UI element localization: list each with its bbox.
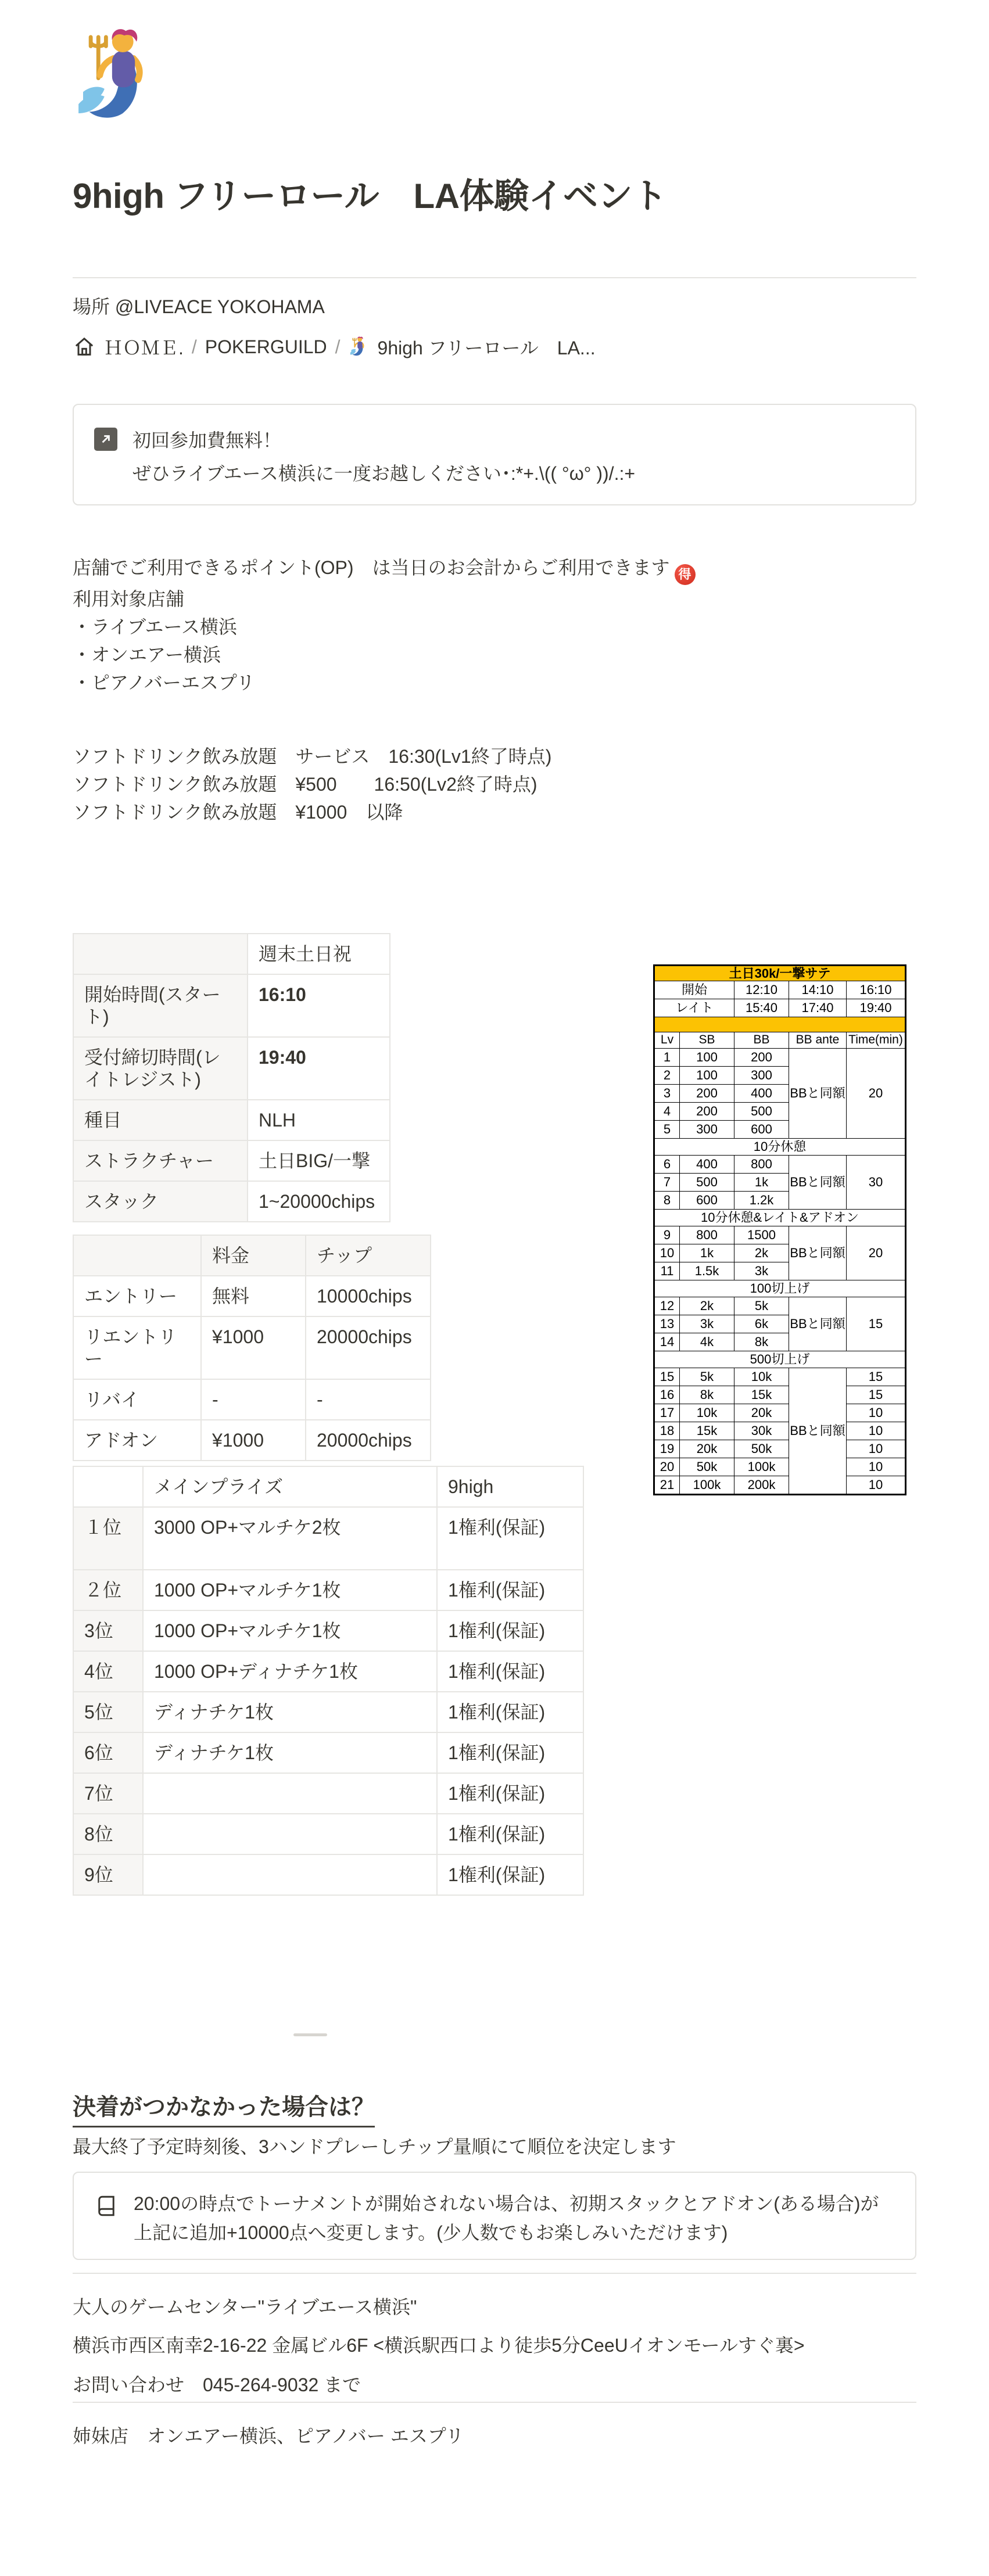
callout-free-entry-text: [132, 424, 635, 490]
yellow-band: [654, 1017, 906, 1032]
ante-cell: BBと同額: [789, 1049, 847, 1139]
time-cell: 10: [847, 1422, 906, 1440]
table-cell: メインプライズ: [143, 1466, 437, 1507]
level-cell: 13: [654, 1315, 680, 1333]
book-icon: [94, 2194, 119, 2218]
level-cell: 6: [654, 1156, 680, 1174]
table-cell: 1000 OP+マルチケ1枚: [143, 1610, 437, 1651]
structure-row: [654, 1422, 906, 1440]
table-cell: 6位: [73, 1732, 143, 1773]
level-cell: 2: [654, 1067, 680, 1085]
structure-row: [654, 1280, 906, 1297]
schedule-time: 12:10: [734, 981, 789, 999]
level-cell: 300: [734, 1067, 789, 1085]
table-cell: 受付締切時間(レイトレジスト): [73, 1037, 248, 1100]
table-cell: 9位: [73, 1854, 143, 1895]
level-cell: 5k: [680, 1368, 734, 1386]
level-cell: 1k: [680, 1244, 734, 1262]
level-cell: 200: [734, 1049, 789, 1067]
level-cell: 50k: [680, 1458, 734, 1476]
footer-address: 横浜市西区南幸2-16-22 金属ビル6F <横浜駅西口より徒歩5分CeeUイオンモールすぐ裏>: [73, 2335, 805, 2356]
table-cell: 20000chips: [306, 1316, 431, 1379]
level-cell: 7: [654, 1174, 680, 1192]
table-cell: 種目: [73, 1100, 248, 1140]
table-row: [73, 1507, 583, 1570]
break-row: 10分休憩&レイト&アドオン: [654, 1210, 906, 1226]
structure-row: [654, 1210, 906, 1226]
table-row: [73, 934, 390, 974]
level-cell: 100: [680, 1049, 734, 1067]
time-cell: 15: [847, 1386, 906, 1404]
table-cell: 20000chips: [306, 1420, 431, 1461]
level-cell: 500: [734, 1103, 789, 1121]
drink-info: [73, 742, 551, 826]
table-cell: 16:10: [248, 974, 390, 1037]
schedule-time: 15:40: [734, 999, 789, 1017]
table-row: [73, 1854, 583, 1895]
table-cell: リバイ: [73, 1379, 201, 1420]
structure-row: [654, 966, 906, 981]
level-cell: 100: [680, 1067, 734, 1085]
level-cell: 1.2k: [734, 1192, 789, 1210]
table-cell: チップ: [306, 1235, 431, 1276]
time-cell: 10: [847, 1476, 906, 1495]
break-row: 10分休憩: [654, 1139, 906, 1156]
structure-row: [654, 1156, 906, 1174]
level-cell: 15: [654, 1368, 680, 1386]
level-cell: 600: [734, 1121, 789, 1139]
table-row: [73, 1276, 431, 1316]
schedule-label: レイト: [654, 999, 734, 1017]
structure-column-header: Time(min): [847, 1032, 906, 1049]
level-cell: 500: [680, 1174, 734, 1192]
drink-line: ソフトドリンク飲み放題 ¥500 16:50(Lv2終了時点): [73, 774, 538, 795]
page-icon-mermaid-emoji: [71, 28, 169, 130]
structure-row: [654, 1351, 906, 1368]
breadcrumb-pokerguild[interactable]: POKERGUILD: [205, 336, 327, 357]
structure-column-header: BB: [734, 1032, 789, 1049]
table-cell: 8位: [73, 1814, 143, 1854]
structure-row: [654, 1476, 906, 1495]
level-cell: 3: [654, 1085, 680, 1103]
table-cell: １位: [73, 1507, 143, 1570]
table-row: [73, 1316, 431, 1379]
table-cell: 1~20000chips: [248, 1181, 390, 1222]
structure-row: [654, 981, 906, 999]
structure-row: [654, 1440, 906, 1458]
accept-ideograph-badge-icon: 得: [675, 564, 696, 585]
home-icon: [73, 335, 96, 358]
ante-cell: BBと同額: [789, 1156, 847, 1210]
table-row: [73, 1379, 431, 1420]
structure-title: 土日30k/一撃サテ: [654, 966, 906, 981]
break-row: 500切上げ: [654, 1351, 906, 1368]
structure-row: [654, 1386, 906, 1404]
level-cell: 1500: [734, 1226, 789, 1244]
table-cell: 1権利(保証): [437, 1507, 583, 1570]
level-cell: 15k: [734, 1386, 789, 1404]
table-cell: 10000chips: [306, 1276, 431, 1316]
table-cell: -: [306, 1379, 431, 1420]
table-cell: 1権利(保証): [437, 1651, 583, 1692]
divider: [73, 2402, 916, 2403]
break-row: 100切上げ: [654, 1280, 906, 1297]
level-cell: 18: [654, 1422, 680, 1440]
divider: [73, 277, 916, 278]
time-cell: 10: [847, 1404, 906, 1422]
table-cell: 9high: [437, 1466, 583, 1507]
mermaid-icon: [71, 28, 169, 125]
callout-line-1: 初回参加費無料！: [132, 430, 282, 451]
table-row: [73, 1100, 390, 1140]
table-cell: [73, 1466, 143, 1507]
table-cell: 週末土日祝: [248, 934, 390, 974]
table-cell: ディナチケ1枚: [143, 1692, 437, 1732]
level-cell: 300: [680, 1121, 734, 1139]
level-cell: 4k: [680, 1333, 734, 1351]
table-cell: 1権利(保証): [437, 1692, 583, 1732]
level-cell: 800: [734, 1156, 789, 1174]
level-cell: 200: [680, 1103, 734, 1121]
structure-row: [654, 1404, 906, 1422]
breadcrumb-home[interactable]: ＨＯＭＥ.: [104, 338, 184, 358]
level-cell: 20: [654, 1458, 680, 1476]
level-cell: 16: [654, 1386, 680, 1404]
table-cell: スタック: [73, 1181, 248, 1222]
structure-row: [654, 1297, 906, 1315]
level-cell: 200k: [734, 1476, 789, 1495]
table-cell: 1権利(保証): [437, 1854, 583, 1895]
level-cell: 17: [654, 1404, 680, 1422]
drink-line: ソフトドリンク飲み放題 サービス 16:30(Lv1終了時点): [73, 746, 552, 767]
schedule-time: 16:10: [847, 981, 906, 999]
time-cell: 10: [847, 1440, 906, 1458]
table-cell: [143, 1854, 437, 1895]
structure-column-header: BB ante: [789, 1032, 847, 1049]
time-cell: 20: [847, 1226, 906, 1280]
structure-row: [654, 999, 906, 1017]
table-cell: 無料: [201, 1276, 306, 1316]
level-cell: 15k: [680, 1422, 734, 1440]
table-row: [73, 1235, 431, 1276]
table-cell: ２位: [73, 1570, 143, 1610]
table-row: [73, 1732, 583, 1773]
table-cell: -: [201, 1379, 306, 1420]
table-cell: 1権利(保証): [437, 1773, 583, 1814]
table-cell: 3位: [73, 1610, 143, 1651]
level-cell: 8k: [734, 1333, 789, 1351]
table-cell: リエントリー: [73, 1316, 201, 1379]
prize-table: [73, 1466, 584, 1896]
table-row: [73, 1140, 390, 1181]
table-cell: 1権利(保証): [437, 1610, 583, 1651]
table-row: [73, 1037, 390, 1100]
footer-contact: お問い合わせ 045-264-9032 まで: [73, 2374, 361, 2395]
schedule-time: 17:40: [789, 999, 847, 1017]
level-cell: 1.5k: [680, 1262, 734, 1280]
structure-image[interactable]: [653, 964, 907, 1495]
structure-row: [654, 1139, 906, 1156]
level-cell: 600: [680, 1192, 734, 1210]
time-cell: 30: [847, 1156, 906, 1210]
table-row: [73, 1181, 390, 1222]
table-cell: 1000 OP+マルチケ1枚: [143, 1570, 437, 1610]
level-cell: 21: [654, 1476, 680, 1495]
level-cell: 200: [680, 1085, 734, 1103]
breadcrumb-separator: /: [191, 336, 197, 357]
level-cell: 4: [654, 1103, 680, 1121]
level-cell: 2k: [680, 1297, 734, 1315]
structure-row: [654, 1017, 906, 1032]
level-cell: 100k: [734, 1458, 789, 1476]
table-row: [73, 1466, 583, 1507]
structure-column-header: Lv: [654, 1032, 680, 1049]
divider: [73, 2273, 916, 2274]
callout-free-entry: [73, 404, 916, 505]
tiebreak-body: 最大終了予定時刻後、3ハンドプレーしチップ量順にて順位を決定します: [73, 2136, 676, 2157]
level-cell: 30k: [734, 1422, 789, 1440]
level-cell: 10: [654, 1244, 680, 1262]
breadcrumb: [73, 333, 596, 360]
structure-row: [654, 1368, 906, 1386]
table-cell: アドオン: [73, 1420, 201, 1461]
table-cell: 開始時間(スタート): [73, 974, 248, 1037]
time-cell: 15: [847, 1368, 906, 1386]
breadcrumb-separator: /: [335, 336, 341, 357]
location-line: 場所 @LIVEACE YOKOHAMA: [73, 296, 325, 317]
table-cell: ¥1000: [201, 1316, 306, 1379]
level-cell: 3k: [680, 1315, 734, 1333]
breadcrumb-current[interactable]: 9high フリーロール LA...: [377, 338, 596, 358]
structure-row: [654, 1049, 906, 1067]
table-cell: 1権利(保証): [437, 1732, 583, 1773]
table-cell: 1000 OP+ディナチケ1枚: [143, 1651, 437, 1692]
table-row: [73, 1420, 431, 1461]
structure-row: [654, 1458, 906, 1476]
points-info: [73, 554, 696, 697]
time-cell: 15: [847, 1297, 906, 1351]
points-bullet: ・ピアノバーエスプリ: [73, 672, 255, 693]
table-row: [73, 974, 390, 1037]
table-row: [73, 1814, 583, 1854]
callout-late-start: [73, 2172, 916, 2260]
level-cell: 11: [654, 1262, 680, 1280]
tiebreak-heading: 決着がつかなかった場合は？: [73, 2089, 375, 2127]
table-cell: [73, 1235, 201, 1276]
table-cell: 19:40: [248, 1037, 390, 1100]
level-cell: 5k: [734, 1297, 789, 1315]
level-cell: 12: [654, 1297, 680, 1315]
level-cell: 19: [654, 1440, 680, 1458]
level-cell: 9: [654, 1226, 680, 1244]
level-cell: 20k: [680, 1440, 734, 1458]
level-cell: 8k: [680, 1386, 734, 1404]
level-cell: 8: [654, 1192, 680, 1210]
ante-cell: BBと同額: [789, 1368, 847, 1495]
table-cell: 3000 OP+マルチケ2枚: [143, 1507, 437, 1570]
table-cell: ストラクチャー: [73, 1140, 248, 1181]
points-line-2: 利用対象店舗: [73, 589, 185, 609]
table-row: [73, 1773, 583, 1814]
callout-line-2: ぜひライブエース横浜に一度お越しください･:*+.\(( °ω° ))/.:+: [132, 463, 636, 484]
level-cell: 2k: [734, 1244, 789, 1262]
points-bullet: ・オンエアー横浜: [73, 644, 221, 665]
schedule-label: 開始: [654, 981, 734, 999]
level-cell: 1: [654, 1049, 680, 1067]
drink-line: ソフトドリンク飲み放題 ¥1000 以降: [73, 802, 403, 823]
points-bullet: ・ライブエース横浜: [73, 616, 237, 637]
table-cell: 5位: [73, 1692, 143, 1732]
schedule-table: [73, 933, 390, 1222]
level-cell: 20k: [734, 1404, 789, 1422]
fee-table: [73, 1235, 431, 1461]
level-cell: 1k: [734, 1174, 789, 1192]
table-cell: 4位: [73, 1651, 143, 1692]
structure-table: [653, 964, 906, 1495]
table-row: [73, 1570, 583, 1610]
callout-late-start-text: 20:00の時点でトーナメントが開始されない場合は、初期スタックとアドオン(ある場合)が上記に追加+10000点へ変更します。(少人数でもお楽しみいただけます): [134, 2193, 879, 2243]
ante-cell: BBと同額: [789, 1297, 847, 1351]
level-cell: 100k: [680, 1476, 734, 1495]
table-cell: 1権利(保証): [437, 1814, 583, 1854]
ante-cell: BBと同額: [789, 1226, 847, 1280]
table-row: [73, 1651, 583, 1692]
table-cell: 土日BIG/一撃: [248, 1140, 390, 1181]
schedule-time: 14:10: [789, 981, 847, 999]
level-cell: 50k: [734, 1440, 789, 1458]
tiebreak-heading-wrap: [73, 2089, 375, 2127]
level-cell: 5: [654, 1121, 680, 1139]
table-cell: ¥1000: [201, 1420, 306, 1461]
structure-row: [654, 1032, 906, 1049]
small-divider: [293, 2033, 327, 2036]
level-cell: 3k: [734, 1262, 789, 1280]
footer-sister-stores: 姉妹店 オンエアー横浜、ピアノバー エスプリ: [73, 2426, 464, 2446]
structure-column-header: SB: [680, 1032, 734, 1049]
table-row: [73, 1692, 583, 1732]
level-cell: 10k: [680, 1404, 734, 1422]
table-cell: [143, 1814, 437, 1854]
mermaid-icon-small: [349, 336, 370, 357]
table-row: [73, 1610, 583, 1651]
table-cell: NLH: [248, 1100, 390, 1140]
table-cell: [143, 1773, 437, 1814]
table-cell: 1権利(保証): [437, 1570, 583, 1610]
table-cell: ディナチケ1枚: [143, 1732, 437, 1773]
level-cell: 400: [734, 1085, 789, 1103]
level-cell: 800: [680, 1226, 734, 1244]
table-cell: エントリー: [73, 1276, 201, 1316]
time-cell: 20: [847, 1049, 906, 1139]
table-cell: 料金: [201, 1235, 306, 1276]
table-cell: [73, 934, 248, 974]
level-cell: 6k: [734, 1315, 789, 1333]
structure-row: [654, 1226, 906, 1244]
page-title: 9high フリーロール LA体験イベント: [73, 177, 667, 216]
arrow-up-right-icon: [94, 428, 117, 451]
points-line-1: 店舗でご利用できるポイント(OP) は当日のお会計からご利用できます 得: [73, 554, 696, 585]
table-cell: 7位: [73, 1773, 143, 1814]
schedule-time: 19:40: [847, 999, 906, 1017]
level-cell: 14: [654, 1333, 680, 1351]
level-cell: 10k: [734, 1368, 789, 1386]
level-cell: 400: [680, 1156, 734, 1174]
footer-venue: 大人のゲームセンター"ライブエース横浜": [73, 2297, 417, 2317]
time-cell: 10: [847, 1458, 906, 1476]
